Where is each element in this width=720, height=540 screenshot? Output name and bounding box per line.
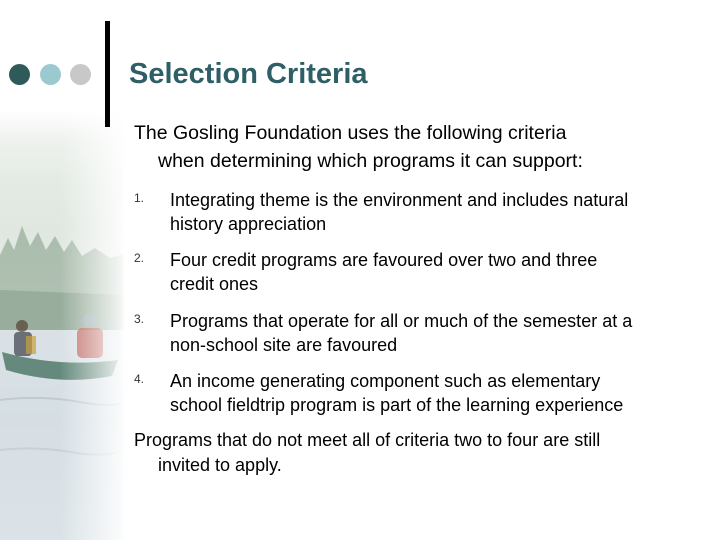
title-divider-line [105, 21, 110, 127]
criteria-line-2: school fieldtrip program is part of the learning experience [170, 395, 624, 415]
criteria-line-1: Four credit programs are favoured over two and three [170, 250, 598, 270]
criteria-number: 4. [134, 372, 145, 386]
intro-paragraph [134, 119, 694, 175]
closing-line-1: Programs that do not meet all of criteria two to four are still [134, 430, 601, 450]
criteria-text [170, 369, 690, 417]
criteria-number: 3. [134, 312, 145, 326]
intro-line-1: The Gosling Foundation uses the following criteria [134, 122, 567, 144]
criteria-line-1: Programs that operate for all or much of the semester at a [170, 311, 633, 331]
closing-paragraph [134, 428, 694, 478]
decorative-dot-light [40, 64, 61, 85]
decorative-dot-grey [70, 64, 91, 85]
criteria-number: 2. [134, 251, 145, 265]
decorative-dot-dark [9, 64, 30, 85]
criteria-line-1: An income generating component such as elementary [170, 371, 601, 391]
closing-line-2: invited to apply. [158, 455, 282, 475]
criteria-text [170, 309, 690, 357]
criteria-text [170, 188, 690, 236]
criteria-line-2: non-school site are favoured [170, 335, 398, 355]
criteria-text [170, 248, 690, 296]
criteria-line-2: history appreciation [170, 214, 327, 234]
intro-line-2: when determining which programs it can support: [158, 150, 583, 172]
criteria-line-2: credit ones [170, 274, 259, 294]
criteria-number: 1. [134, 191, 145, 205]
slide-title: Selection Criteria [129, 58, 368, 90]
criteria-line-1: Integrating theme is the environment and includes natural [170, 190, 629, 210]
